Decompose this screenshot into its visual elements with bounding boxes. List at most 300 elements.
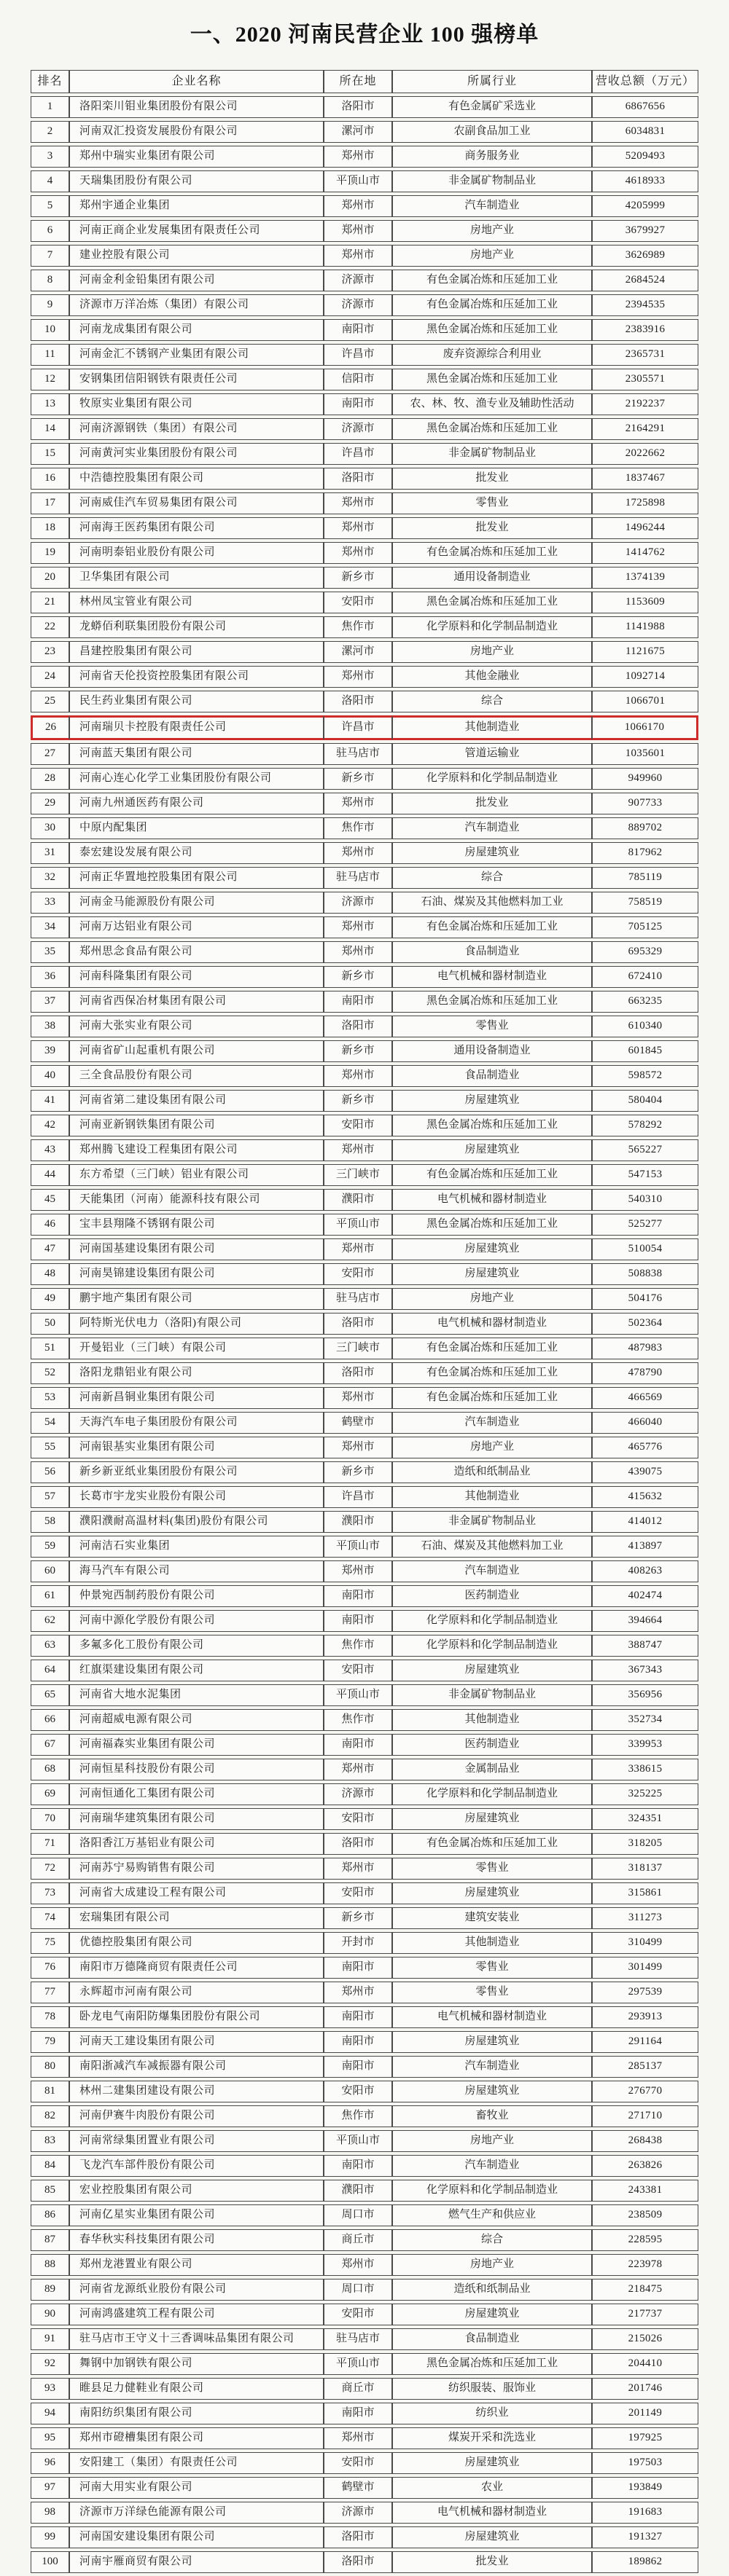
table-row	[31, 2081, 698, 2102]
cell-company: 河南宇雁商贸有限公司	[69, 2551, 324, 2573]
cell-industry: 汽车制造业	[392, 2155, 592, 2177]
cell-city: 安阳市	[324, 2452, 392, 2474]
cell-rank: 4	[31, 170, 69, 192]
cell-revenue: 415632	[592, 1486, 698, 1508]
cell-rank: 97	[31, 2477, 69, 2499]
cell-revenue: 2022662	[592, 443, 698, 465]
table-row	[31, 121, 698, 143]
table-row	[31, 146, 698, 168]
cell-revenue: 817962	[592, 842, 698, 864]
cell-revenue: 4618933	[592, 170, 698, 192]
cell-company: 河南九州通医药有限公司	[69, 793, 324, 814]
table-row	[31, 567, 698, 589]
cell-rank: 6	[31, 220, 69, 242]
table-body	[31, 96, 698, 2573]
cell-industry: 商务服务业	[392, 146, 592, 168]
cell-rank: 49	[31, 1288, 69, 1310]
cell-rank: 71	[31, 1833, 69, 1855]
cell-city: 鹤壁市	[324, 2477, 392, 2499]
cell-company: 河南蓝天集团有限公司	[69, 743, 324, 765]
cell-city: 南阳市	[324, 2155, 392, 2177]
cell-rank: 39	[31, 1040, 69, 1062]
cell-rank: 13	[31, 393, 69, 415]
cell-revenue: 1374139	[592, 567, 698, 589]
cell-industry: 综合	[392, 2229, 592, 2251]
table-row	[31, 1511, 698, 1533]
cell-city: 安阳市	[324, 1808, 392, 1830]
cell-city: 平顶山市	[324, 170, 392, 192]
cell-city: 济源市	[324, 2502, 392, 2524]
table-row	[31, 867, 698, 889]
table-row	[31, 1833, 698, 1855]
cell-city: 洛阳市	[324, 2526, 392, 2548]
cell-industry: 汽车制造业	[392, 817, 592, 839]
cell-city: 驻马店市	[324, 1288, 392, 1310]
cell-industry: 房屋建筑业	[392, 2031, 592, 2053]
cell-rank: 41	[31, 1090, 69, 1112]
cell-industry: 非金属矿物制品业	[392, 170, 592, 192]
cell-rank: 15	[31, 443, 69, 465]
cell-company: 牧原实业集团有限公司	[69, 393, 324, 415]
cell-company: 河南鸿盛建筑工程有限公司	[69, 2304, 324, 2325]
cell-company: 河南省大地水泥集团	[69, 1684, 324, 1706]
cell-industry: 综合	[392, 691, 592, 712]
cell-industry: 房屋建筑业	[392, 1660, 592, 1681]
cell-company: 河南省龙源纸业股份有限公司	[69, 2279, 324, 2301]
cell-rank: 20	[31, 567, 69, 589]
cell-revenue: 565227	[592, 1139, 698, 1161]
table-row	[31, 2353, 698, 2375]
cell-industry: 农、林、牧、渔专业及辅助性活动	[392, 393, 592, 415]
cell-city: 安阳市	[324, 2081, 392, 2102]
cell-city: 南阳市	[324, 1610, 392, 1632]
table-row	[31, 2155, 698, 2177]
table-row	[31, 2180, 698, 2202]
cell-industry: 有色金属冶炼和压延加工业	[392, 1338, 592, 1359]
cell-industry: 电气机械和器材制造业	[392, 2006, 592, 2028]
cell-revenue: 356956	[592, 1684, 698, 1706]
cell-revenue: 2192237	[592, 393, 698, 415]
cell-revenue: 291164	[592, 2031, 698, 2053]
cell-rank: 35	[31, 941, 69, 963]
table-row	[31, 2477, 698, 2499]
cell-city: 郑州市	[324, 220, 392, 242]
cell-revenue: 285137	[592, 2056, 698, 2078]
table-row	[31, 1486, 698, 1508]
cell-company: 河南省大成建设工程有限公司	[69, 1882, 324, 1904]
table-row	[31, 616, 698, 638]
cell-revenue: 1066701	[592, 691, 698, 712]
table-row	[31, 220, 698, 242]
cell-industry: 零售业	[392, 1858, 592, 1880]
cell-revenue: 193849	[592, 2477, 698, 2499]
cell-city: 南阳市	[324, 1585, 392, 1607]
cell-rank: 72	[31, 1858, 69, 1880]
cell-company: 仲景宛西制药股份有限公司	[69, 1585, 324, 1607]
cell-rank: 8	[31, 270, 69, 291]
cell-company: 飞龙汽车部件股份有限公司	[69, 2155, 324, 2177]
cell-revenue: 949960	[592, 768, 698, 790]
cell-rank: 100	[31, 2551, 69, 2573]
cell-company: 河南伊赛牛肉股份有限公司	[69, 2105, 324, 2127]
cell-company: 濮阳濮耐高温材料(集团)股份有限公司	[69, 1511, 324, 1533]
cell-rank: 62	[31, 1610, 69, 1632]
table-row	[31, 892, 698, 914]
cell-revenue: 1837467	[592, 468, 698, 490]
table-row	[31, 170, 698, 192]
cell-industry: 房地产业	[392, 1288, 592, 1310]
cell-city: 平顶山市	[324, 1214, 392, 1236]
cell-city: 洛阳市	[324, 691, 392, 712]
cell-industry: 零售业	[392, 1957, 592, 1979]
cell-revenue: 2394535	[592, 294, 698, 316]
cell-industry: 畜牧业	[392, 2105, 592, 2127]
cell-revenue: 1035601	[592, 743, 698, 765]
cell-industry: 纺织业	[392, 2403, 592, 2424]
cell-company: 河南苏宁易购销售有限公司	[69, 1858, 324, 1880]
cell-rank: 65	[31, 1684, 69, 1706]
cell-city: 新乡市	[324, 1090, 392, 1112]
cell-city: 洛阳市	[324, 1833, 392, 1855]
cell-revenue: 504176	[592, 1288, 698, 1310]
cell-company: 郑州思念食品有限公司	[69, 941, 324, 963]
cell-revenue: 3679927	[592, 220, 698, 242]
cell-city: 新乡市	[324, 1907, 392, 1929]
cell-city: 周口市	[324, 2204, 392, 2226]
cell-company: 洛阳香江万基铝业有限公司	[69, 1833, 324, 1855]
cell-revenue: 547153	[592, 1164, 698, 1186]
cell-company: 昌建控股集团有限公司	[69, 641, 324, 663]
cell-city: 漯河市	[324, 121, 392, 143]
cell-city: 洛阳市	[324, 1313, 392, 1335]
table-row	[31, 2427, 698, 2449]
cell-industry: 房屋建筑业	[392, 842, 592, 864]
cell-revenue: 1121675	[592, 641, 698, 663]
cell-city: 平顶山市	[324, 2130, 392, 2152]
cell-revenue: 311273	[592, 1907, 698, 1929]
table-row	[31, 2254, 698, 2276]
cell-revenue: 540310	[592, 1189, 698, 1211]
table-row	[31, 369, 698, 390]
table-row	[31, 1536, 698, 1558]
table-row	[31, 666, 698, 688]
table-row	[31, 1387, 698, 1409]
cell-revenue: 502364	[592, 1313, 698, 1335]
cell-company: 阿特斯光伏电力（洛阳)有限公司	[69, 1313, 324, 1335]
cell-rank: 91	[31, 2328, 69, 2350]
cell-industry: 食品制造业	[392, 2328, 592, 2350]
table-row	[31, 1412, 698, 1434]
cell-company: 河南万达铝业有限公司	[69, 916, 324, 938]
cell-revenue: 189862	[592, 2551, 698, 2573]
cell-revenue: 907733	[592, 793, 698, 814]
cell-city: 驻马店市	[324, 2328, 392, 2350]
cell-industry: 通用设备制造业	[392, 1040, 592, 1062]
cell-revenue: 218475	[592, 2279, 698, 2301]
cell-revenue: 601845	[592, 1040, 698, 1062]
cell-revenue: 197925	[592, 2427, 698, 2449]
cell-industry: 房地产业	[392, 2130, 592, 2152]
cell-revenue: 268438	[592, 2130, 698, 2152]
cell-city: 南阳市	[324, 393, 392, 415]
cell-company: 新乡新亚纸业集团股份有限公司	[69, 1461, 324, 1483]
cell-industry: 化学原料和化学制品制造业	[392, 1783, 592, 1805]
cell-city: 信阳市	[324, 369, 392, 390]
cell-industry: 电气机械和器材制造业	[392, 1313, 592, 1335]
cell-rank: 89	[31, 2279, 69, 2301]
cell-city: 济源市	[324, 418, 392, 440]
cell-industry: 有色金属冶炼和压延加工业	[392, 1833, 592, 1855]
table-row	[31, 418, 698, 440]
cell-city: 驻马店市	[324, 743, 392, 765]
cell-city: 洛阳市	[324, 468, 392, 490]
table-row	[31, 2204, 698, 2226]
cell-industry: 房地产业	[392, 641, 592, 663]
cell-industry: 其他金融业	[392, 666, 592, 688]
cell-city: 濮阳市	[324, 1511, 392, 1533]
cell-city: 许昌市	[324, 1486, 392, 1508]
table-row	[31, 2229, 698, 2251]
cell-company: 宏业控股集团有限公司	[69, 2180, 324, 2202]
cell-revenue: 367343	[592, 1660, 698, 1681]
cell-rank: 84	[31, 2155, 69, 2177]
table-row	[31, 691, 698, 712]
cell-rank: 81	[31, 2081, 69, 2102]
cell-revenue: 223978	[592, 2254, 698, 2276]
cell-industry: 综合	[392, 867, 592, 889]
cell-company: 河南中源化学股份有限公司	[69, 1610, 324, 1632]
cell-industry: 有色金属冶炼和压延加工业	[392, 294, 592, 316]
cell-rank: 56	[31, 1461, 69, 1483]
cell-company: 河南明泰铝业股份有限公司	[69, 542, 324, 564]
cell-industry: 燃气生产和供应业	[392, 2204, 592, 2226]
cell-company: 河南省西保冶材集团有限公司	[69, 991, 324, 1013]
cell-rank: 5	[31, 195, 69, 217]
cell-revenue: 325225	[592, 1783, 698, 1805]
table-row	[31, 2502, 698, 2524]
cell-city: 郑州市	[324, 666, 392, 688]
cell-revenue: 510054	[592, 1238, 698, 1260]
cell-company: 济源市万洋绿色能源有限公司	[69, 2502, 324, 2524]
cell-company: 南阳纺织集团有限公司	[69, 2403, 324, 2424]
cell-city: 商丘市	[324, 2229, 392, 2251]
cell-city: 洛阳市	[324, 1362, 392, 1384]
cell-industry: 电气机械和器材制造业	[392, 1189, 592, 1211]
cell-city: 三门峡市	[324, 1338, 392, 1359]
cell-rank: 2	[31, 121, 69, 143]
cell-city: 平顶山市	[324, 2353, 392, 2375]
cell-revenue: 215026	[592, 2328, 698, 2350]
cell-company: 天瑞集团股份有限公司	[69, 170, 324, 192]
cell-industry: 房屋建筑业	[392, 1882, 592, 1904]
table-row	[31, 468, 698, 490]
cell-city: 漯河市	[324, 641, 392, 663]
cell-city: 鹤壁市	[324, 1412, 392, 1434]
cell-rank: 23	[31, 641, 69, 663]
cell-city: 郑州市	[324, 517, 392, 539]
cell-revenue: 2305571	[592, 369, 698, 390]
cell-city: 商丘市	[324, 2378, 392, 2400]
cell-rank: 82	[31, 2105, 69, 2127]
cell-rank: 36	[31, 966, 69, 988]
cell-industry: 农业	[392, 2477, 592, 2499]
cell-rank: 26	[31, 715, 69, 740]
cell-industry: 黑色金属冶炼和压延加工业	[392, 2353, 592, 2375]
table-row	[31, 1783, 698, 1805]
cell-company: 睢县足力健鞋业有限公司	[69, 2378, 324, 2400]
cell-rank: 21	[31, 592, 69, 613]
table-row	[31, 393, 698, 415]
cell-company: 南阳浙减汽车减振器有限公司	[69, 2056, 324, 2078]
cell-industry: 房地产业	[392, 220, 592, 242]
cell-revenue: 3626989	[592, 245, 698, 267]
cell-rank: 18	[31, 517, 69, 539]
cell-city: 濮阳市	[324, 1189, 392, 1211]
table-row	[31, 1709, 698, 1731]
cell-industry: 有色金属冶炼和压延加工业	[392, 542, 592, 564]
cell-city: 新乡市	[324, 567, 392, 589]
table-row	[31, 1610, 698, 1632]
cell-industry: 房屋建筑业	[392, 1808, 592, 1830]
table-row	[31, 517, 698, 539]
cell-city: 郑州市	[324, 1065, 392, 1087]
cell-company: 河南正华置地控股集团有限公司	[69, 867, 324, 889]
cell-company: 河南常绿集团置业有限公司	[69, 2130, 324, 2152]
cell-industry: 通用设备制造业	[392, 567, 592, 589]
table-row	[31, 1164, 698, 1186]
cell-revenue: 508838	[592, 1263, 698, 1285]
cell-city: 三门峡市	[324, 1164, 392, 1186]
cell-city: 新乡市	[324, 768, 392, 790]
table-row	[31, 1734, 698, 1756]
table-row	[31, 768, 698, 790]
cell-rank: 7	[31, 245, 69, 267]
cell-city: 郑州市	[324, 492, 392, 514]
cell-company: 河南国基建设集团有限公司	[69, 1238, 324, 1260]
cell-industry: 黑色金属冶炼和压延加工业	[392, 991, 592, 1013]
cell-industry: 批发业	[392, 793, 592, 814]
cell-revenue: 525277	[592, 1214, 698, 1236]
cell-city: 南阳市	[324, 2006, 392, 2028]
cell-revenue: 889702	[592, 817, 698, 839]
cell-industry: 其他制造业	[392, 1709, 592, 1731]
cell-company: 河南恒星科技股份有限公司	[69, 1759, 324, 1780]
cell-city: 洛阳市	[324, 2551, 392, 2573]
cell-rank: 53	[31, 1387, 69, 1409]
cell-revenue: 201746	[592, 2378, 698, 2400]
cell-city: 焦作市	[324, 1635, 392, 1657]
table-row	[31, 2105, 698, 2127]
cell-rank: 79	[31, 2031, 69, 2053]
cell-industry: 废弃资源综合利用业	[392, 344, 592, 366]
cell-company: 郑州龙港置业有限公司	[69, 2254, 324, 2276]
cell-revenue: 478790	[592, 1362, 698, 1384]
cell-city: 新乡市	[324, 966, 392, 988]
cell-industry: 食品制造业	[392, 941, 592, 963]
cell-revenue: 408263	[592, 1560, 698, 1582]
table-row	[31, 1313, 698, 1335]
cell-city: 安阳市	[324, 2304, 392, 2325]
table-row	[31, 344, 698, 366]
header-revenue: 营收总额（万元）	[592, 70, 698, 93]
cell-company: 洛阳栾川钼业集团股份有限公司	[69, 96, 324, 118]
cell-industry: 其他制造业	[392, 1486, 592, 1508]
cell-city: 焦作市	[324, 616, 392, 638]
cell-city: 南阳市	[324, 319, 392, 341]
cell-rank: 12	[31, 369, 69, 390]
header-rank: 排名	[31, 70, 69, 93]
cell-revenue: 785119	[592, 867, 698, 889]
table-row	[31, 1090, 698, 1112]
cell-rank: 29	[31, 793, 69, 814]
cell-company: 郑州市磴槽集团有限公司	[69, 2427, 324, 2449]
cell-industry: 批发业	[392, 2551, 592, 2573]
cell-rank: 73	[31, 1882, 69, 1904]
cell-rank: 99	[31, 2526, 69, 2548]
cell-rank: 10	[31, 319, 69, 341]
cell-rank: 25	[31, 691, 69, 712]
cell-company: 河南天工建设集团有限公司	[69, 2031, 324, 2053]
cell-company: 河南瑞贝卡控股有限责任公司	[69, 715, 324, 740]
cell-company: 河南海王医药集团有限公司	[69, 517, 324, 539]
cell-rank: 87	[31, 2229, 69, 2251]
cell-rank: 28	[31, 768, 69, 790]
cell-industry: 房屋建筑业	[392, 2081, 592, 2102]
cell-rank: 24	[31, 666, 69, 688]
table-row	[31, 1759, 698, 1780]
cell-revenue: 414012	[592, 1511, 698, 1533]
table-row	[31, 2328, 698, 2350]
cell-industry: 房屋建筑业	[392, 2452, 592, 2474]
table-row	[31, 1858, 698, 1880]
cell-rank: 3	[31, 146, 69, 168]
table-row	[31, 1016, 698, 1037]
table-row	[31, 1040, 698, 1062]
table-row	[31, 1635, 698, 1657]
cell-rank: 30	[31, 817, 69, 839]
cell-company: 鹏宇地产集团有限公司	[69, 1288, 324, 1310]
cell-industry: 零售业	[392, 1982, 592, 2003]
cell-industry: 有色金属冶炼和压延加工业	[392, 1164, 592, 1186]
cell-city: 郑州市	[324, 1139, 392, 1161]
cell-revenue: 388747	[592, 1635, 698, 1657]
cell-revenue: 217737	[592, 2304, 698, 2325]
cell-city: 许昌市	[324, 344, 392, 366]
cell-industry: 非金属矿物制品业	[392, 1511, 592, 1533]
cell-company: 东方希望（三门峡）铝业有限公司	[69, 1164, 324, 1186]
cell-revenue: 315861	[592, 1882, 698, 1904]
cell-city: 郑州市	[324, 1238, 392, 1260]
cell-revenue: 263826	[592, 2155, 698, 2177]
cell-company: 海马汽车有限公司	[69, 1560, 324, 1582]
cell-industry: 非金属矿物制品业	[392, 1684, 592, 1706]
cell-city: 郑州市	[324, 542, 392, 564]
cell-industry: 医药制造业	[392, 1585, 592, 1607]
cell-city: 郑州市	[324, 1858, 392, 1880]
cell-city: 郑州市	[324, 1560, 392, 1582]
cell-industry: 纺织服装、服饰业	[392, 2378, 592, 2400]
cell-company: 河南新昌铜业集团有限公司	[69, 1387, 324, 1409]
table-row	[31, 743, 698, 765]
cell-company: 河南济源钢铁（集团）有限公司	[69, 418, 324, 440]
cell-city: 郑州市	[324, 195, 392, 217]
cell-rank: 94	[31, 2403, 69, 2424]
cell-city: 安阳市	[324, 1115, 392, 1136]
table-row	[31, 2452, 698, 2474]
cell-city: 平顶山市	[324, 1684, 392, 1706]
cell-company: 河南金利金铅集团有限公司	[69, 270, 324, 291]
cell-industry: 房屋建筑业	[392, 1090, 592, 1112]
